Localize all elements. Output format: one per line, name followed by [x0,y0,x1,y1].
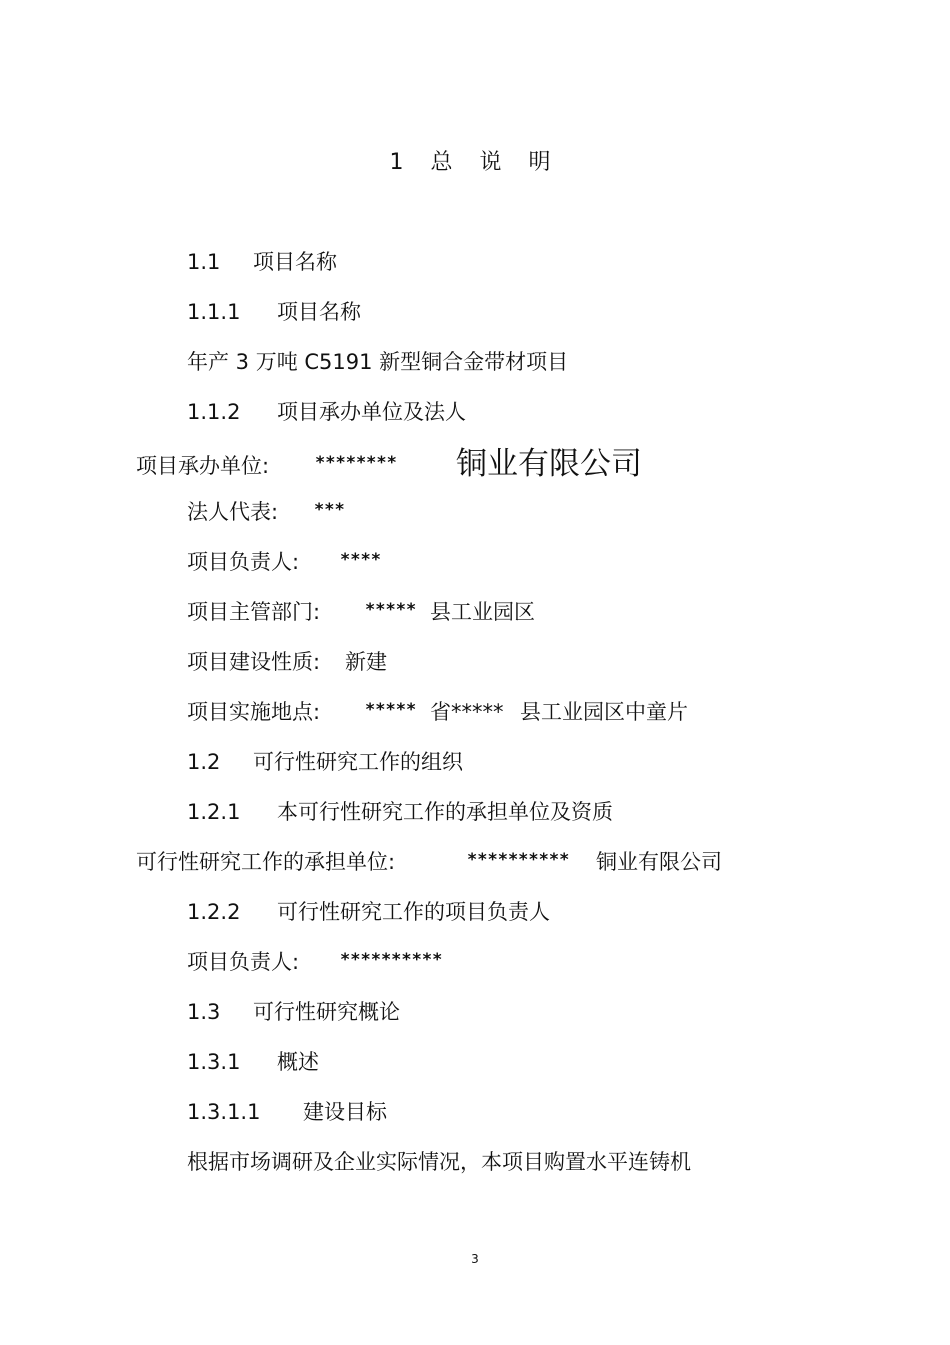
chapter-title: 1 总 说 明 [389,150,561,175]
page-number: 3 [471,1252,479,1266]
province-value: 省***** [430,700,504,724]
masked-value: **** [340,550,381,570]
field-value: 新建 [345,650,387,674]
section-number: 1.3 [187,1000,221,1024]
section-title: 项目承办单位及法人 [277,400,466,424]
field-label: 可行性研究工作的承担单位: [136,850,396,874]
field-label: 法人代表: [187,500,279,524]
section-number: 1.3.1.1 [187,1100,261,1124]
section-number: 1.1.1 [187,300,241,324]
company-name: 铜业有限公司 [596,850,722,874]
section-title: 建设目标 [303,1100,387,1124]
field-label: 项目主管部门: [187,600,321,624]
section-number: 1.3.1 [187,1050,241,1074]
body-paragraph: 根据市场调研及企业实际情况，本项目购置水平连铸机 [187,1150,691,1174]
masked-value: ******** [315,453,397,473]
section-title: 可行性研究工作的组织 [253,750,463,774]
company-name: 铜业有限公司 [456,446,642,482]
section-title: 项目名称 [277,300,361,324]
section-title: 可行性研究工作的项目负责人 [277,900,550,924]
section-title: 可行性研究概论 [253,1000,400,1024]
section-title: 概述 [277,1050,319,1074]
section-number: 1.2 [187,750,221,774]
field-label: 项目承办单位: [136,454,270,478]
masked-value: ********** [340,950,443,970]
section-title: 本可行性研究工作的承担单位及资质 [277,800,613,824]
masked-value: ***** [365,600,417,620]
section-number: 1.2.1 [187,800,241,824]
field-label: 项目实施地点: [187,700,321,724]
section-number: 1.2.2 [187,900,241,924]
field-label: 项目建设性质: [187,650,321,674]
project-name: 年产 3 万吨 C5191 新型铜合金带材项目 [187,350,569,374]
section-title: 项目名称 [253,250,337,274]
section-number: 1.1.2 [187,400,241,424]
field-label: 项目负责人: [187,950,300,974]
field-value: 县工业园区中童片 [520,700,688,724]
section-number: 1.1 [187,250,221,274]
field-label: 项目负责人: [187,550,300,574]
masked-value: ********** [467,850,570,870]
host-unit-line [136,446,696,486]
masked-value: *** [314,500,345,520]
field-value: 县工业园区 [430,600,535,624]
masked-value: ***** [365,700,417,720]
